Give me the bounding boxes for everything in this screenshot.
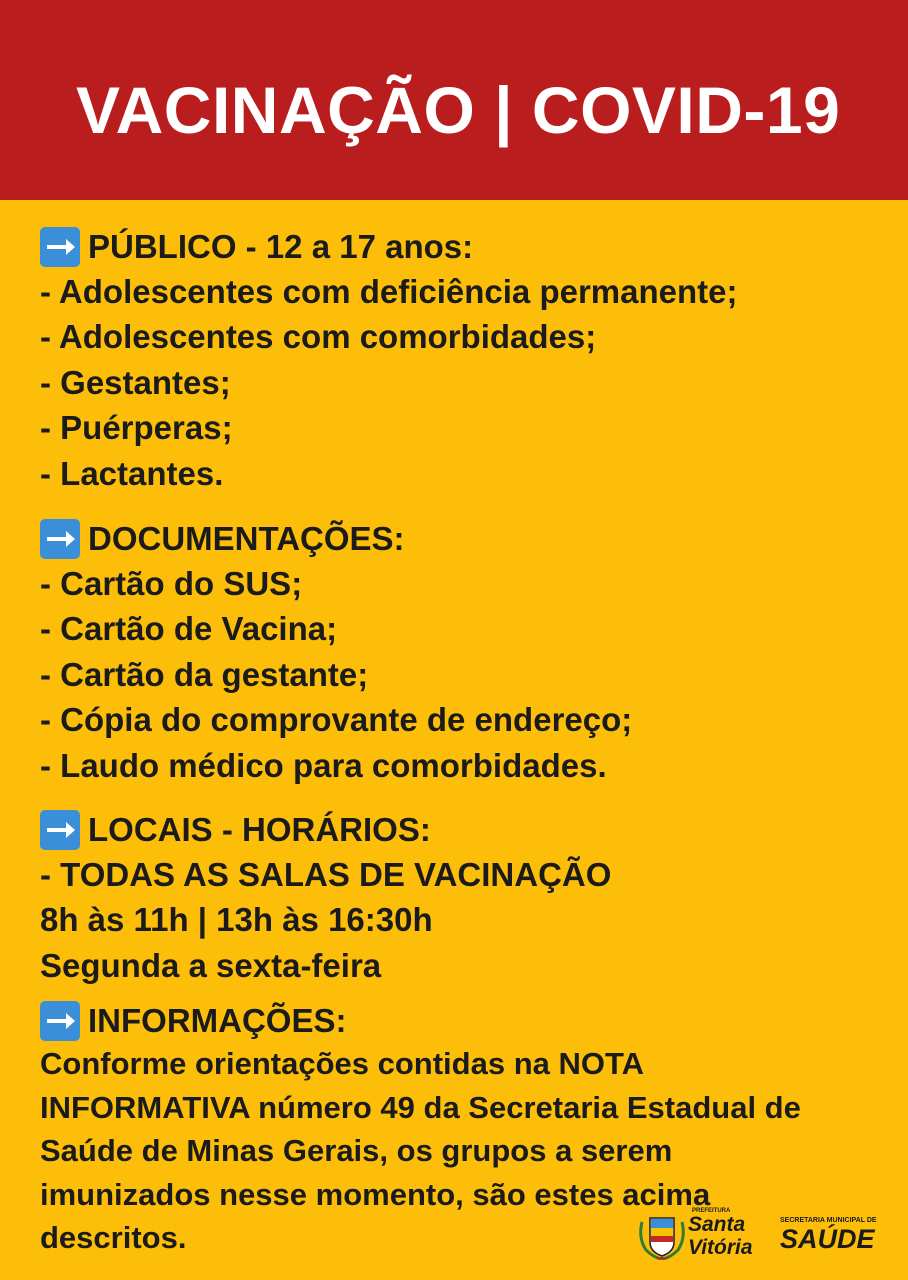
saude-label: SAÚDE <box>780 1224 875 1254</box>
right-arrow-icon <box>40 519 80 559</box>
section-heading <box>40 1000 880 1042</box>
right-arrow-icon <box>40 810 80 850</box>
section-documentacoes <box>40 517 880 788</box>
prefeitura-label: PREFEITURA <box>692 1208 731 1214</box>
list-item: - Puérperas; <box>40 409 233 447</box>
section-heading <box>40 808 880 852</box>
right-arrow-icon <box>40 227 80 267</box>
right-arrow-icon <box>40 1001 80 1041</box>
section-heading <box>40 225 880 269</box>
list-item: - Cartão de Vacina; <box>40 610 338 648</box>
secretaria-saude-logo <box>780 1216 876 1253</box>
footer-logos <box>636 1210 876 1262</box>
section-locais-horarios <box>40 808 880 988</box>
section-heading-text: DOCUMENTAÇÕES: <box>88 520 405 557</box>
section-publico <box>40 225 880 496</box>
section-heading-text: LOCAIS - HORÁRIOS: <box>88 811 431 848</box>
section-heading-text: PÚBLICO - 12 a 17 anos: <box>88 228 474 265</box>
schedule-days: Segunda a sexta-feira <box>40 946 382 984</box>
secretaria-label: SECRETARIA MUNICIPAL DE <box>780 1217 877 1224</box>
list-item: - TODAS AS SALAS DE VACINAÇÃO <box>40 856 612 893</box>
section-heading-text: INFORMAÇÕES: <box>88 1002 347 1039</box>
city-crest-icon <box>636 1212 688 1260</box>
info-paragraph: Conforme orientações contidas na NOTA INFORMATIVA número 49 da Secretaria Estadual de Saúde de Minas Gerais, os grupos a serem imunizados nesse momento, são estes acima descritos. <box>40 1046 801 1255</box>
section-heading <box>40 517 880 561</box>
list-item: - Lactantes. <box>40 454 224 492</box>
city-name-line1: Santa <box>688 1213 746 1236</box>
list-item: - Gestantes; <box>40 363 231 401</box>
city-name-line2: Vitória <box>688 1236 753 1259</box>
list-item: - Adolescentes com comorbidades; <box>40 318 597 356</box>
list-item: - Cartão do SUS; <box>40 565 303 602</box>
list-item: - Adolescentes com deficiência permanente; <box>40 273 738 310</box>
header-banner <box>0 0 908 200</box>
santa-vitoria-logo <box>688 1208 753 1259</box>
list-item: - Cartão da gestante; <box>40 655 369 693</box>
list-item: - Cópia do comprovante de endereço; <box>40 701 633 739</box>
schedule-hours: 8h às 11h | 13h às 16:30h <box>40 901 433 939</box>
page-title: VACINAÇÃO | COVID-19 <box>76 73 841 147</box>
list-item: - Laudo médico para comorbidades. <box>40 746 607 784</box>
